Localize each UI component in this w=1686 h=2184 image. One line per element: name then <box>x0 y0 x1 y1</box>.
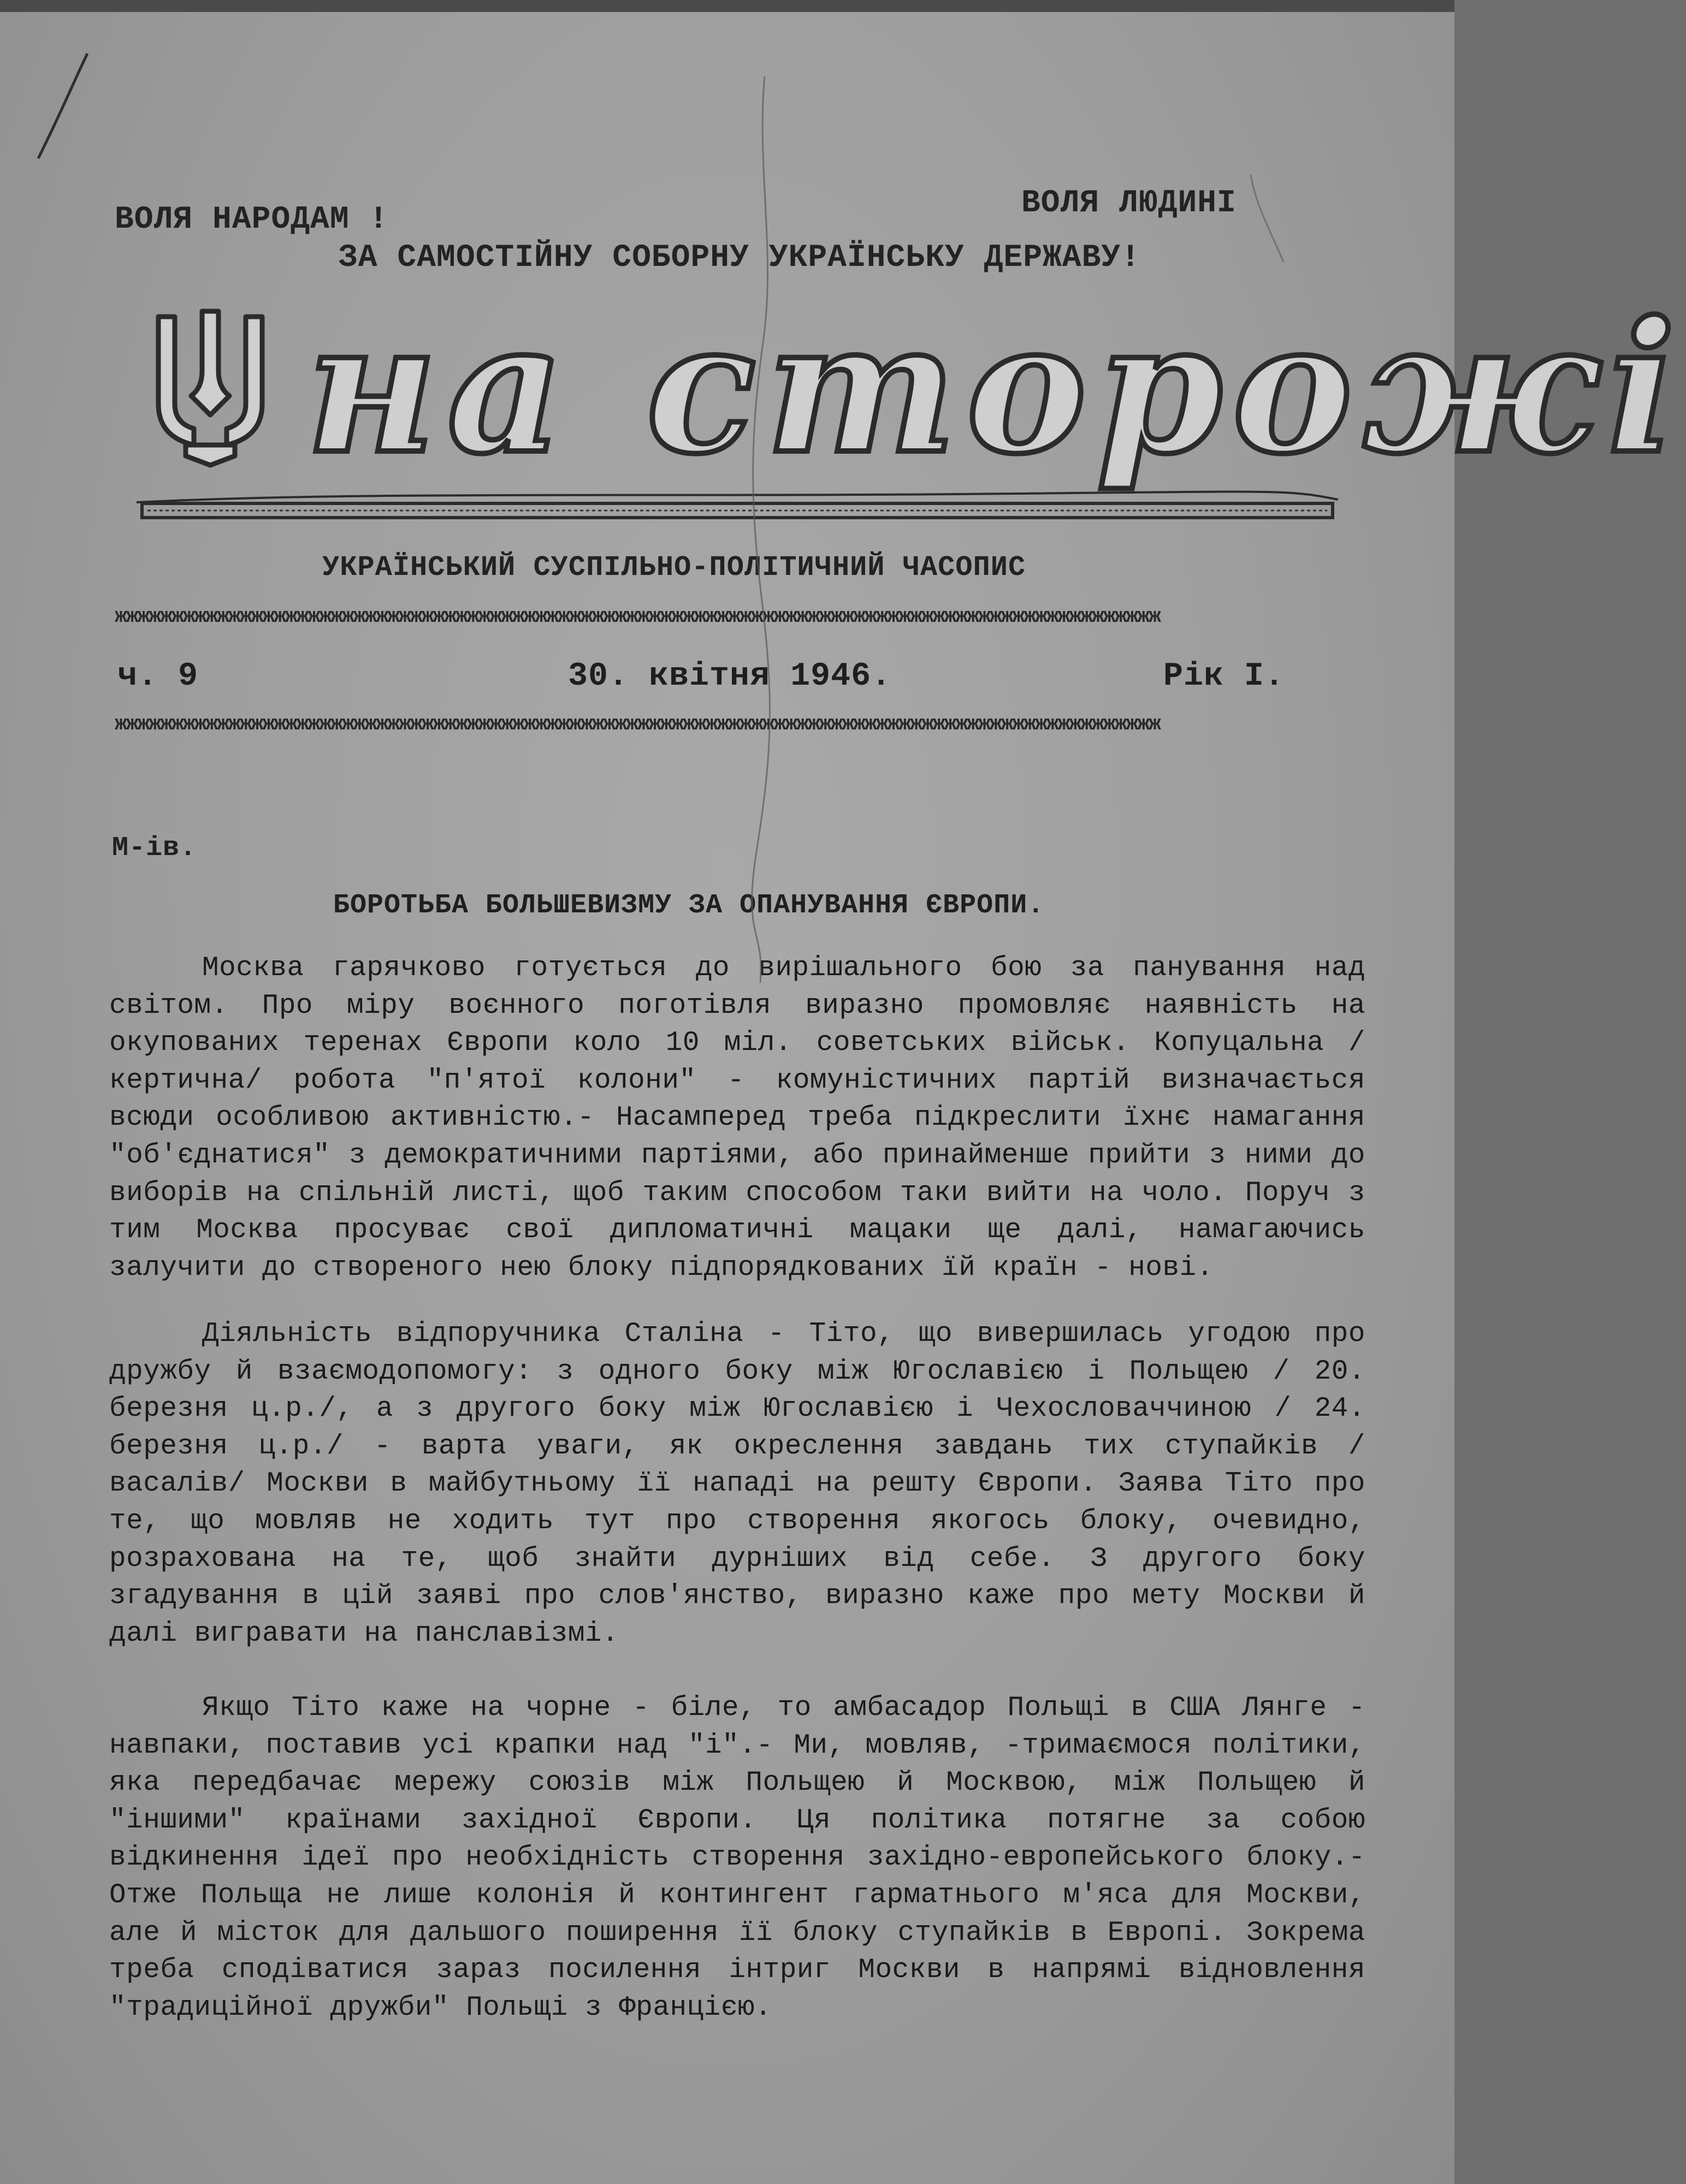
issue-date: 30. квітня 1946. <box>568 658 892 695</box>
separator-top: жжжжжжжжжжжжжжжжжжжжжжжжжжжжжжжжжжжжжжжжжжжжжжжжжжжжжжжжжжжжжжжжжжжжжжжжжжжжжжжжжжжжжжжжжжжж <box>115 605 1160 628</box>
pen-stroke-mark <box>22 49 98 164</box>
slogan-right: ВОЛЯ ЛЮДИНІ <box>1021 186 1237 221</box>
slogan-center: ЗА САМОСТІЙНУ СОБОРНУ УКРАЇНСЬКУ ДЕРЖАВУ! <box>339 240 1141 276</box>
article-paragraph-3: Якщо Тіто каже на чорне - біле, то амбасадор Польщі в США Лянге - навпаки, поставив усі крапки над "і".- Ми, мовляв, -тримаємося політики, яка передбачає мережу союзів між Польщею й Москвою, між Польщею й "іншими" країнами західної Європи. Ця політика потягне за собою відкинення ідеї про необхідність створення західно-европейського блоку.- Отже Польща не лише колонія й контингент гарматнього м'яса для Москви, але й місток для дальшого поширення її блоку ступайків в Европі. Зокрема треба сподіватися зараз посилення інтриг Москви в напрямі відновлення "традиційної дружби" Польщі з Францією. <box>109 1693 1365 2023</box>
article-author: М-ів. <box>112 833 197 864</box>
separator-bottom: жжжжжжжжжжжжжжжжжжжжжжжжжжжжжжжжжжжжжжжжжжжжжжжжжжжжжжжжжжжжжжжжжжжжжжжжжжжжжжжжжжжжжжжжжжжж <box>115 713 1160 736</box>
article-paragraph-1: Москва гарячково готується до вирішального бою за панування над світом. Про міру воєнного поготівля виразно промовляє наявність на окупованих теренах Європи коло 10 міл. советських військ. Копуцальна /кертична/ робота "п'ятої колони" - комуністичних партій визначається всюди особливою активністю.- Насамперед треба підкреслити їхнє намагання "об'єднатися" з демократичними партіями, або принайменше прийти з ними до виборів на спільній листі, щоб таким способом таки вийти на чоло. Поруч з тим Москва просуває свої дипломатичні мацаки ще далі, намагаючись залучити до створеного нею блоку підпорядкованих їй країн - нові. <box>109 953 1365 1284</box>
trident-icon <box>147 306 273 470</box>
article-title: БОРОТЬБА БОЛЬШЕВИЗМУ ЗА ОПАНУВАННЯ ЄВРОПИ. <box>333 890 1045 921</box>
newspaper-subtitle: УКРАЇНСЬКИЙ СУСПІЛЬНО-ПОЛІТИЧНИЙ ЧАСОПИС <box>322 551 1026 584</box>
masthead-underline <box>137 491 1338 541</box>
issue-year: Рік I. <box>1163 658 1285 695</box>
issue-number: ч. 9 <box>117 658 199 695</box>
slogan-left: ВОЛЯ НАРОДАМ ! <box>115 202 389 238</box>
article-paragraph-2: Діяльність відпоручника Сталіна - Тіто, що вивершилась угодою про дружбу й взаємодопомогу: з одного боку між Югославією і Польщею / 20. березня ц.р./, а з другого боку між Югославією і Чехословаччиною / 24. березня ц.р./ - варта уваги, як окреслення завдань тих ступайків / васалів/ Москви в майбутньому її нападі на решту Європи. Заява Тіто про те, що мовляв не ходить тут про створення якогось блоку, очевидно, розрахована на те, щоб знайти дурніших від себе. З другого боку згадування в цій заяві про слов'янство, виразно каже про мету Москви й далі вигравати на панславізмі. <box>109 1319 1365 1649</box>
scan-edge <box>0 0 1454 12</box>
masthead-title: на сторожі <box>306 282 1686 494</box>
